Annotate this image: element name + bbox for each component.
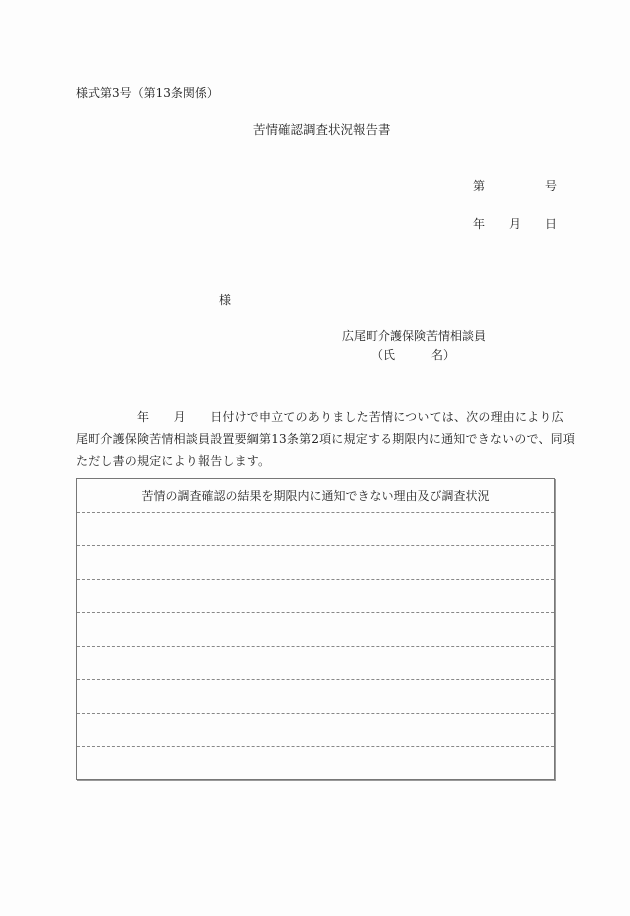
number-prefix: 第 (473, 179, 486, 193)
table-row[interactable] (77, 647, 554, 681)
date-year: 年 (473, 217, 486, 231)
table-row[interactable] (77, 613, 554, 647)
table-row[interactable] (77, 714, 554, 748)
table-header-row (77, 479, 554, 513)
form-number: 様式第3号（第13条関係） (76, 86, 219, 100)
body-line: ただし書の規定により報告します。 (76, 454, 271, 468)
date-day: 日 (545, 217, 558, 231)
body-line: 年 月 日付けで申立てのありました苦情については、次の理由により広 (76, 410, 564, 424)
number-suffix: 号 (545, 179, 558, 193)
date-month: 月 (509, 217, 522, 231)
addressee-honorific: 様 (219, 293, 232, 307)
table-row[interactable] (77, 580, 554, 614)
table-header: 苦情の調査確認の結果を期限内に通知できない理由及び調査状況 (141, 488, 490, 503)
table-row[interactable] (77, 513, 554, 547)
body-line: 尾町介護保険苦情相談員設置要綱第13条第2項に規定する期限内に通知できないので、同項 (76, 432, 576, 446)
table-row[interactable] (77, 680, 554, 714)
document-title: 苦情確認調査状況報告書 (253, 122, 391, 137)
sender-name-label: （氏 名） (371, 348, 456, 362)
body-paragraph (76, 406, 576, 472)
table-row[interactable] (77, 747, 554, 781)
table-row[interactable] (77, 546, 554, 580)
sender-title: 広尾町介護保険苦情相談員 (342, 329, 487, 343)
reason-table (76, 478, 555, 780)
